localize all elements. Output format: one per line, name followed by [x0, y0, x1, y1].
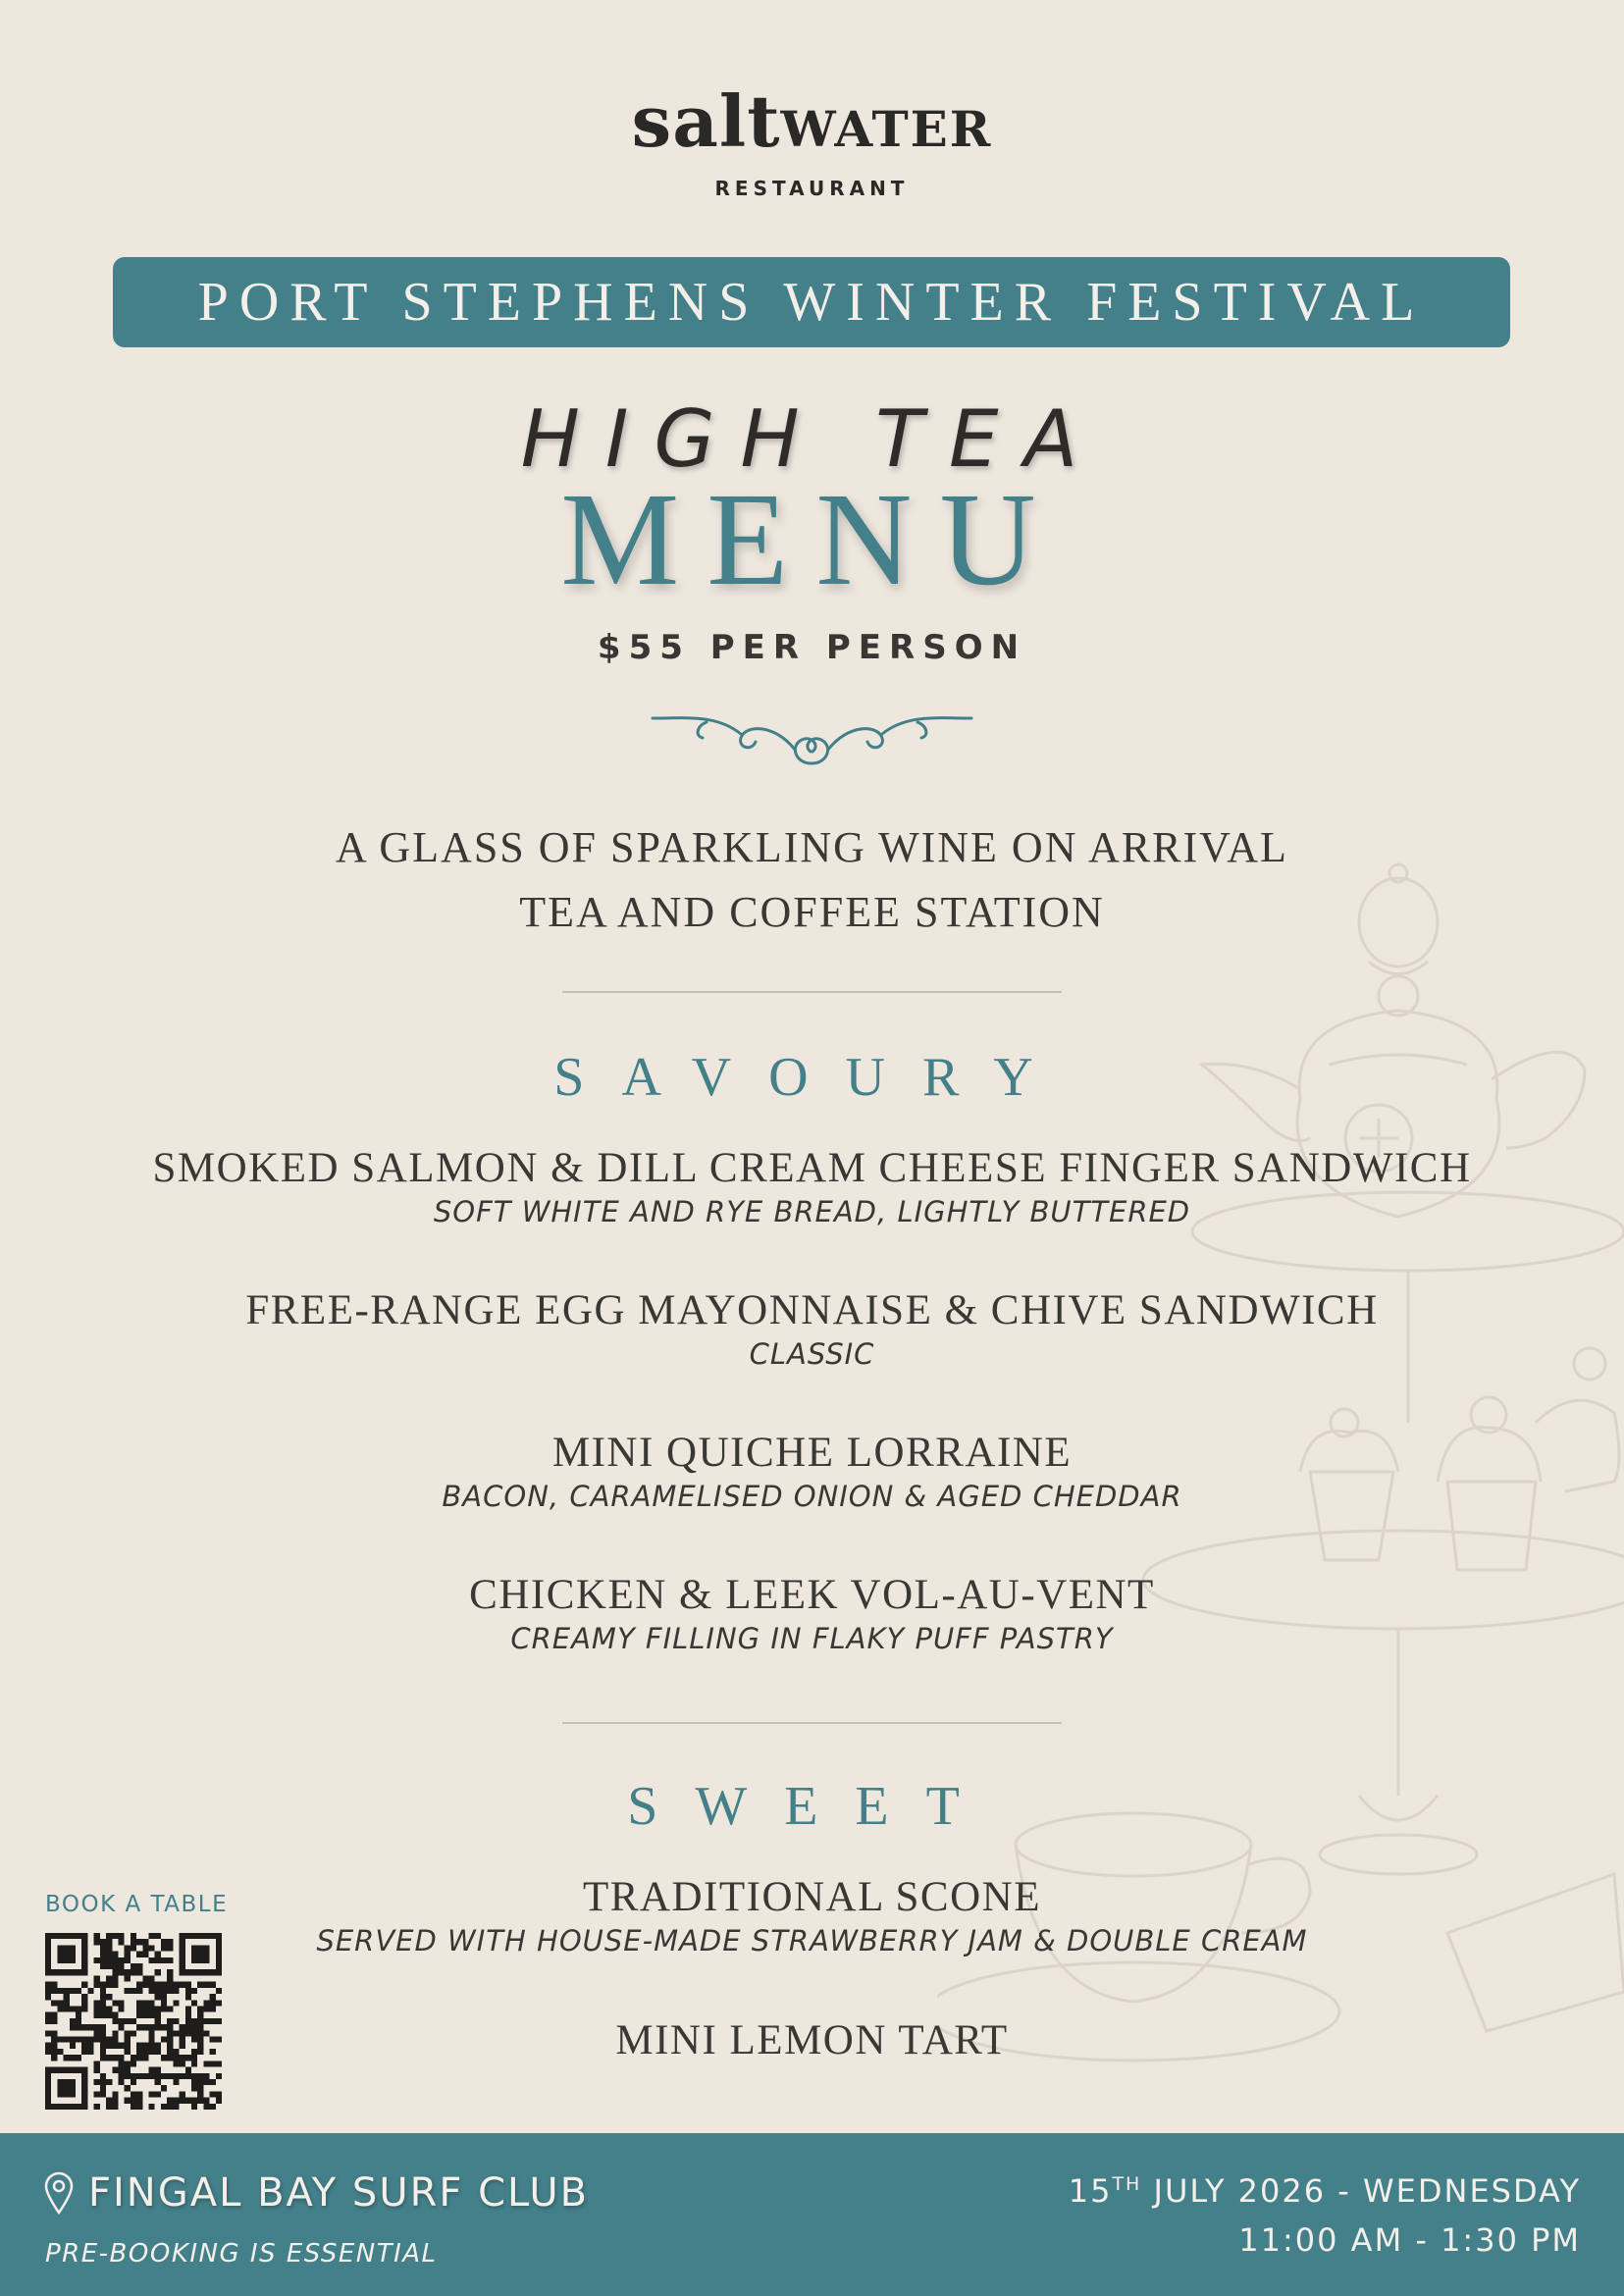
menu-item-description: CLASSIC [749, 1337, 875, 1372]
menu-heading: MENU [560, 466, 1064, 613]
logo-wordmark [0, 79, 1624, 163]
section-divider [562, 1722, 1062, 1724]
date-suffix: TH [1112, 2173, 1142, 2195]
restaurant-logo [0, 79, 1624, 200]
menu-item-description: CREAMY FILLING IN FLAKY PUFF PASTRY [510, 1622, 1114, 1656]
menu-item-name: FREE-RANGE EGG MAYONNAISE & CHIVE SANDWICH [245, 1287, 1379, 1333]
menu-item-description: SOFT WHITE AND RYE BREAD, LIGHTLY BUTTERED [433, 1195, 1191, 1229]
footer-bar [0, 2133, 1624, 2296]
menu-item-name: SMOKED SALMON & DILL CREAM CHEESE FINGER SANDWICH [152, 1145, 1472, 1191]
date-day: 15 [1068, 2172, 1113, 2210]
book-a-table-label: BOOK A TABLE [45, 1892, 229, 1917]
price-per-person: $55 PER PERSON [597, 628, 1027, 667]
menu-item-description: BACON, CARAMELISED ONION & AGED CHEDDAR [442, 1480, 1182, 1514]
logo-salt: salt [631, 79, 781, 163]
menu-item-name: CHICKEN & LEEK VOL-AU-VENT [469, 1572, 1155, 1618]
venue-name: FINGAL BAY SURF CLUB [88, 2170, 590, 2216]
menu-item [0, 1572, 1624, 1655]
savoury-section-title: SAVOURY [553, 1047, 1071, 1108]
menu-item [0, 1287, 1624, 1371]
event-time: 11:00 AM - 1:30 PM [1238, 2221, 1581, 2259]
logo-water: WATER [780, 100, 993, 158]
menu-item [0, 1145, 1624, 1228]
sweet-section-title: SWEET [627, 1776, 997, 1837]
menu-item [0, 1874, 1624, 1957]
menu-item [0, 2017, 1624, 2063]
logo-subtitle: RESTAURANT [714, 177, 910, 200]
book-a-table[interactable] [45, 1892, 241, 2110]
venue [43, 2170, 589, 2216]
qr-code[interactable] [45, 1933, 222, 2110]
high-tea-heading: HIGH TEA [520, 393, 1104, 485]
festival-banner: PORT STEPHENS WINTER FESTIVAL [113, 257, 1510, 347]
event-date [1069, 2172, 1581, 2210]
prebooking-note: PRE-BOOKING IS ESSENTIAL [45, 2239, 438, 2269]
menu-item [0, 1430, 1624, 1513]
date-rest: JULY 2026 - WEDNESDAY [1141, 2172, 1581, 2210]
intro-tea-coffee: TEA AND COFFEE STATION [519, 888, 1105, 936]
section-divider [562, 991, 1062, 993]
menu-item-name: TRADITIONAL SCONE [582, 1874, 1041, 1920]
flourish-ornament [648, 704, 976, 769]
location-pin-icon [43, 2171, 75, 2215]
menu-item-name: MINI QUICHE LORRAINE [551, 1430, 1073, 1476]
menu-item-description: SERVED WITH HOUSE-MADE STRAWBERRY JAM & DOUBLE CREAM [316, 1924, 1308, 1958]
menu-item-name: MINI LEMON TART [615, 2017, 1009, 2063]
intro-sparkling-wine: A GLASS OF SPARKLING WINE ON ARRIVAL [336, 823, 1288, 871]
